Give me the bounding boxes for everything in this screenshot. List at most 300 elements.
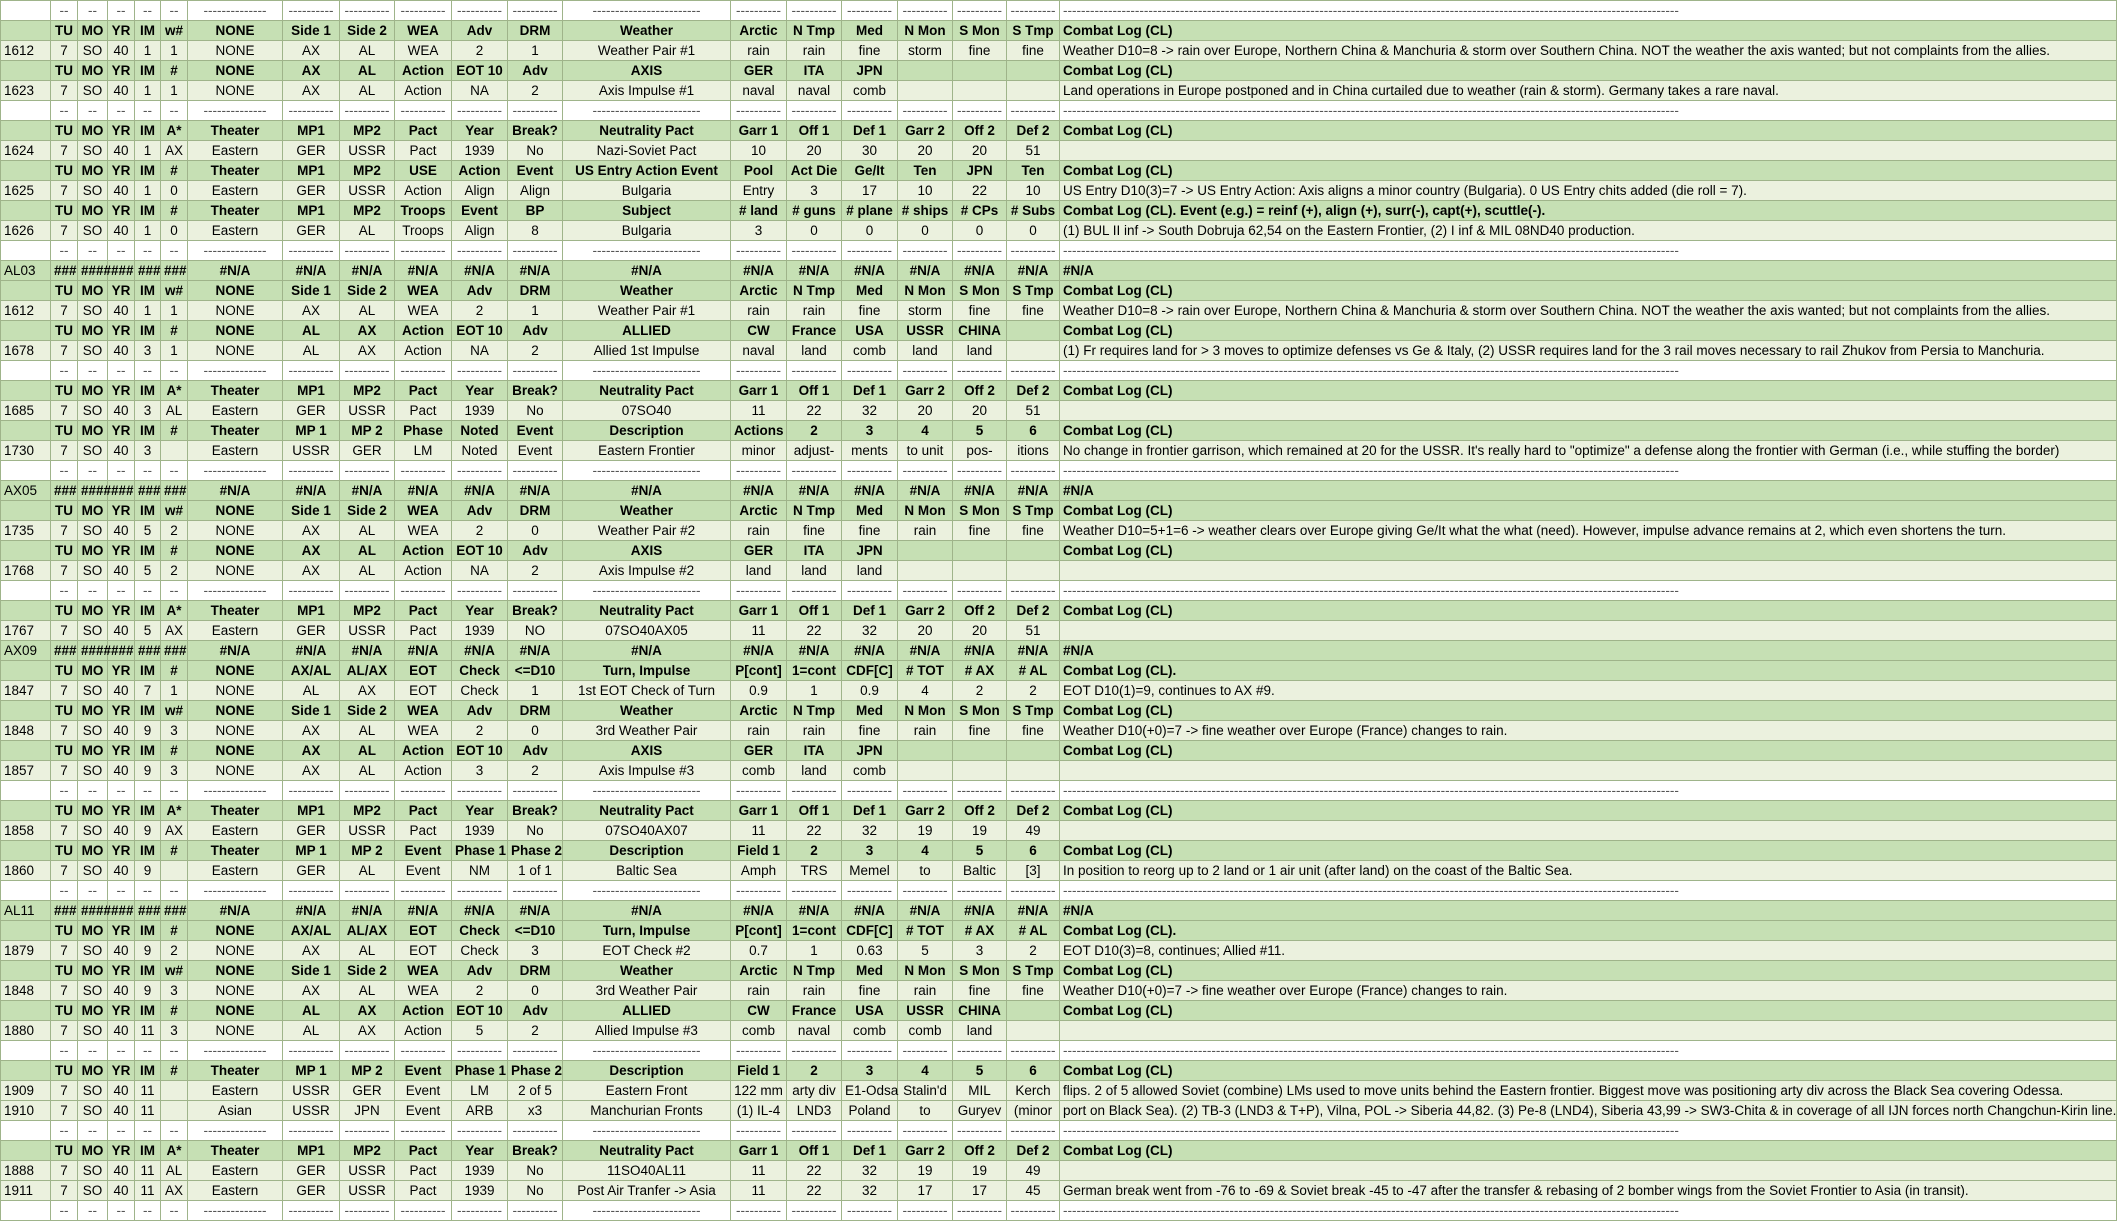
grid-cell[interactable]: 40 bbox=[108, 521, 135, 541]
grid-cell[interactable]: minor bbox=[731, 441, 787, 461]
grid-cell[interactable]: 11 bbox=[731, 401, 787, 421]
grid-cell[interactable]: ---------- bbox=[452, 101, 508, 121]
row-label-cell[interactable] bbox=[1, 121, 51, 141]
grid-cell[interactable]: to unit bbox=[898, 441, 953, 461]
grid-cell[interactable]: ### bbox=[161, 901, 188, 921]
grid-cell[interactable]: AL bbox=[340, 981, 395, 1001]
grid-cell[interactable]: NA bbox=[452, 341, 508, 361]
grid-cell[interactable]: -- bbox=[78, 101, 108, 121]
grid-cell[interactable]: No bbox=[508, 141, 563, 161]
grid-cell[interactable]: -- bbox=[135, 1201, 161, 1221]
combat-log-cell[interactable]: #N/A bbox=[1060, 481, 2117, 501]
grid-cell[interactable]: ------------------------ bbox=[563, 1201, 731, 1221]
grid-cell[interactable]: 2 bbox=[508, 1021, 563, 1041]
grid-cell[interactable]: MO bbox=[78, 1141, 108, 1161]
grid-cell[interactable]: WEA bbox=[395, 981, 452, 1001]
grid-cell[interactable]: ### bbox=[108, 481, 135, 501]
grid-cell[interactable]: Pact bbox=[395, 1141, 452, 1161]
grid-cell[interactable]: Theater bbox=[188, 161, 283, 181]
grid-cell[interactable]: 5 bbox=[135, 521, 161, 541]
grid-cell[interactable]: ---------- bbox=[508, 101, 563, 121]
grid-cell[interactable]: S Tmp bbox=[1007, 21, 1060, 41]
grid-cell[interactable]: YR bbox=[108, 1061, 135, 1081]
grid-cell[interactable]: Arctic bbox=[731, 501, 787, 521]
grid-cell[interactable]: YR bbox=[108, 661, 135, 681]
grid-cell[interactable]: YR bbox=[108, 1141, 135, 1161]
grid-cell[interactable]: ---------- bbox=[508, 1201, 563, 1221]
grid-cell[interactable]: #N/A bbox=[731, 901, 787, 921]
grid-cell[interactable]: ---------- bbox=[953, 881, 1007, 901]
grid-cell[interactable] bbox=[898, 541, 953, 561]
grid-cell[interactable]: #N/A bbox=[787, 481, 842, 501]
grid-cell[interactable]: -- bbox=[135, 241, 161, 261]
grid-cell[interactable]: ---------- bbox=[898, 361, 953, 381]
grid-cell[interactable]: 1 bbox=[135, 301, 161, 321]
grid-cell[interactable]: ---------- bbox=[842, 1041, 898, 1061]
grid-cell[interactable]: 0 bbox=[842, 221, 898, 241]
grid-cell[interactable]: ---------- bbox=[898, 581, 953, 601]
row-label-cell[interactable] bbox=[1, 741, 51, 761]
grid-cell[interactable]: N Tmp bbox=[787, 281, 842, 301]
grid-cell[interactable]: #N/A bbox=[508, 481, 563, 501]
row-label-cell[interactable]: 1623 bbox=[1, 81, 51, 101]
grid-cell[interactable]: -- bbox=[108, 881, 135, 901]
grid-cell[interactable]: 2 bbox=[452, 41, 508, 61]
grid-cell[interactable]: MP 2 bbox=[340, 1061, 395, 1081]
row-label-cell[interactable] bbox=[1, 1061, 51, 1081]
grid-cell[interactable]: Theater bbox=[188, 201, 283, 221]
combat-log-cell[interactable]: (1) BUL II inf -> South Dobruja 62,54 on the Eastern Frontier, (2) I inf & MIL 08ND40 production. bbox=[1060, 221, 2117, 241]
grid-cell[interactable]: fine bbox=[953, 981, 1007, 1001]
row-label-cell[interactable] bbox=[1, 421, 51, 441]
grid-cell[interactable]: ---------- bbox=[898, 1201, 953, 1221]
combat-log-cell[interactable]: Weather D10(+0)=7 -> fine weather over Europe (France) changes to rain. bbox=[1060, 721, 2117, 741]
grid-cell[interactable]: AL/AX bbox=[340, 661, 395, 681]
grid-cell[interactable]: 40 bbox=[108, 1101, 135, 1121]
grid-cell[interactable]: # bbox=[161, 541, 188, 561]
grid-cell[interactable]: 11 bbox=[135, 1161, 161, 1181]
grid-cell[interactable]: 51 bbox=[1007, 401, 1060, 421]
grid-cell[interactable]: 40 bbox=[108, 1081, 135, 1101]
grid-cell[interactable]: 40 bbox=[108, 1021, 135, 1041]
grid-cell[interactable]: #N/A bbox=[563, 261, 731, 281]
grid-cell[interactable]: 45 bbox=[1007, 1181, 1060, 1201]
grid-cell[interactable]: 2 bbox=[452, 981, 508, 1001]
grid-cell[interactable]: Side 2 bbox=[340, 21, 395, 41]
grid-cell[interactable]: #### bbox=[78, 481, 108, 501]
grid-cell[interactable]: -- bbox=[108, 461, 135, 481]
grid-cell[interactable]: ---------- bbox=[395, 581, 452, 601]
grid-cell[interactable]: Field 1 bbox=[731, 841, 787, 861]
grid-cell[interactable]: #N/A bbox=[898, 641, 953, 661]
grid-cell[interactable]: 1939 bbox=[452, 821, 508, 841]
grid-cell[interactable]: 1 bbox=[787, 681, 842, 701]
grid-cell[interactable]: #N/A bbox=[188, 261, 283, 281]
grid-cell[interactable]: DRM bbox=[508, 281, 563, 301]
grid-cell[interactable]: 7 bbox=[51, 621, 78, 641]
grid-cell[interactable]: -- bbox=[78, 1201, 108, 1221]
grid-cell[interactable]: EOT 10 bbox=[452, 321, 508, 341]
grid-cell[interactable]: 1 bbox=[161, 301, 188, 321]
grid-cell[interactable]: 6 bbox=[1007, 1061, 1060, 1081]
grid-cell[interactable]: # bbox=[161, 321, 188, 341]
grid-cell[interactable]: 32 bbox=[842, 1181, 898, 1201]
grid-cell[interactable]: 19 bbox=[953, 1161, 1007, 1181]
grid-cell[interactable]: Off 1 bbox=[787, 601, 842, 621]
grid-cell[interactable]: land bbox=[731, 561, 787, 581]
grid-cell[interactable]: 19 bbox=[898, 821, 953, 841]
grid-cell[interactable]: MO bbox=[78, 741, 108, 761]
grid-cell[interactable]: -- bbox=[108, 361, 135, 381]
grid-cell[interactable]: No bbox=[508, 1161, 563, 1181]
grid-cell[interactable]: Pact bbox=[395, 1181, 452, 1201]
grid-cell[interactable]: Break? bbox=[508, 1141, 563, 1161]
grid-cell[interactable]: 4 bbox=[898, 841, 953, 861]
grid-cell[interactable]: ---------- bbox=[508, 581, 563, 601]
grid-cell[interactable]: #### bbox=[78, 261, 108, 281]
grid-cell[interactable]: IM bbox=[135, 321, 161, 341]
grid-cell[interactable]: # AL bbox=[1007, 921, 1060, 941]
row-label-cell[interactable]: 1860 bbox=[1, 861, 51, 881]
grid-cell[interactable]: ### bbox=[161, 641, 188, 661]
grid-cell[interactable]: to bbox=[898, 861, 953, 881]
grid-cell[interactable]: YR bbox=[108, 841, 135, 861]
grid-cell[interactable]: 1 bbox=[135, 141, 161, 161]
grid-cell[interactable]: MO bbox=[78, 601, 108, 621]
combat-log-cell[interactable]: (1) Fr requires land for > 3 moves to optimize defenses vs Ge & Italy, (2) USSR requires land for the 3 rail moves necessary to rail Zhukov from Persia to Manchuria. bbox=[1060, 341, 2117, 361]
grid-cell[interactable]: TU bbox=[51, 801, 78, 821]
grid-cell[interactable]: 3 bbox=[161, 981, 188, 1001]
grid-cell[interactable]: ---------- bbox=[731, 101, 787, 121]
grid-cell[interactable]: USSR bbox=[283, 1081, 340, 1101]
grid-cell[interactable]: NONE bbox=[188, 681, 283, 701]
grid-cell[interactable]: ---------- bbox=[842, 461, 898, 481]
row-label-cell[interactable]: 1612 bbox=[1, 301, 51, 321]
grid-cell[interactable]: ### bbox=[51, 481, 78, 501]
grid-cell[interactable]: ---------- bbox=[340, 461, 395, 481]
grid-cell[interactable]: MO bbox=[78, 541, 108, 561]
grid-cell[interactable]: Action bbox=[395, 741, 452, 761]
grid-cell[interactable]: ---------- bbox=[1007, 101, 1060, 121]
grid-cell[interactable]: AX bbox=[161, 821, 188, 841]
grid-cell[interactable]: 2 bbox=[452, 301, 508, 321]
grid-cell[interactable]: USSR bbox=[340, 181, 395, 201]
grid-cell[interactable]: ---------- bbox=[508, 1121, 563, 1141]
grid-cell[interactable]: Def 2 bbox=[1007, 121, 1060, 141]
combat-log-cell[interactable]: Combat Log (CL) bbox=[1060, 421, 2117, 441]
grid-cell[interactable]: w# bbox=[161, 501, 188, 521]
combat-log-cell[interactable]: ----------------------------------------------------------------------------------------------------------------------------------------- bbox=[1060, 1121, 2117, 1141]
grid-cell[interactable]: USSR bbox=[340, 401, 395, 421]
grid-cell[interactable]: 11 bbox=[731, 621, 787, 641]
grid-cell[interactable]: ---------- bbox=[842, 361, 898, 381]
combat-log-cell[interactable] bbox=[1060, 761, 2117, 781]
grid-cell[interactable]: Side 2 bbox=[340, 701, 395, 721]
grid-cell[interactable]: ---------- bbox=[395, 461, 452, 481]
grid-cell[interactable]: Turn, Impulse bbox=[563, 661, 731, 681]
grid-cell[interactable]: Garr 1 bbox=[731, 121, 787, 141]
combat-log-cell[interactable] bbox=[1060, 561, 2117, 581]
grid-cell[interactable]: 5 bbox=[898, 941, 953, 961]
grid-cell[interactable]: Troops bbox=[395, 201, 452, 221]
grid-cell[interactable]: #N/A bbox=[395, 901, 452, 921]
grid-cell[interactable]: fine bbox=[1007, 721, 1060, 741]
grid-cell[interactable] bbox=[898, 61, 953, 81]
grid-cell[interactable]: CW bbox=[731, 1001, 787, 1021]
grid-cell[interactable]: 7 bbox=[51, 981, 78, 1001]
grid-cell[interactable]: Garr 2 bbox=[898, 801, 953, 821]
grid-cell[interactable]: ---------- bbox=[1007, 1121, 1060, 1141]
grid-cell[interactable]: AL bbox=[283, 1021, 340, 1041]
grid-cell[interactable]: AL bbox=[340, 561, 395, 581]
grid-cell[interactable]: S Tmp bbox=[1007, 281, 1060, 301]
grid-cell[interactable]: 40 bbox=[108, 41, 135, 61]
grid-cell[interactable]: ---------- bbox=[508, 781, 563, 801]
grid-cell[interactable]: ---------- bbox=[731, 361, 787, 381]
grid-cell[interactable]: 1 bbox=[161, 681, 188, 701]
grid-cell[interactable]: NONE bbox=[188, 321, 283, 341]
grid-cell[interactable]: USSR bbox=[898, 321, 953, 341]
grid-cell[interactable]: -- bbox=[51, 1041, 78, 1061]
grid-cell[interactable]: IM bbox=[135, 61, 161, 81]
grid-cell[interactable]: rain bbox=[731, 981, 787, 1001]
grid-cell[interactable]: USE bbox=[395, 161, 452, 181]
grid-cell[interactable]: WEA bbox=[395, 21, 452, 41]
grid-cell[interactable]: Manchurian Fronts bbox=[563, 1101, 731, 1121]
grid-cell[interactable]: Side 1 bbox=[283, 21, 340, 41]
grid-cell[interactable]: 4 bbox=[898, 421, 953, 441]
grid-cell[interactable]: x3 bbox=[508, 1101, 563, 1121]
grid-cell[interactable]: #N/A bbox=[452, 481, 508, 501]
grid-cell[interactable]: -- bbox=[78, 461, 108, 481]
grid-cell[interactable]: ---------- bbox=[283, 1121, 340, 1141]
grid-cell[interactable]: ---------- bbox=[283, 361, 340, 381]
grid-cell[interactable]: USSR bbox=[340, 621, 395, 641]
grid-cell[interactable]: Eastern bbox=[188, 221, 283, 241]
grid-cell[interactable]: NONE bbox=[188, 1021, 283, 1041]
grid-cell[interactable]: Adv bbox=[508, 741, 563, 761]
grid-cell[interactable] bbox=[953, 541, 1007, 561]
grid-cell[interactable]: -- bbox=[78, 881, 108, 901]
grid-cell[interactable]: #N/A bbox=[563, 901, 731, 921]
combat-log-cell[interactable]: Land operations in Europe postponed and in China curtailed due to weather (rain & storm). Germany takes a rare naval. bbox=[1060, 81, 2117, 101]
grid-cell[interactable]: -- bbox=[108, 1041, 135, 1061]
grid-cell[interactable]: AL bbox=[283, 321, 340, 341]
grid-cell[interactable]: ------------------------ bbox=[563, 461, 731, 481]
grid-cell[interactable]: TU bbox=[51, 1001, 78, 1021]
grid-cell[interactable]: 1 bbox=[135, 221, 161, 241]
grid-cell[interactable]: 0.9 bbox=[842, 681, 898, 701]
grid-cell[interactable]: Axis Impulse #3 bbox=[563, 761, 731, 781]
grid-cell[interactable]: Year bbox=[452, 381, 508, 401]
grid-cell[interactable]: AX bbox=[161, 621, 188, 641]
grid-cell[interactable]: EOT Check #2 bbox=[563, 941, 731, 961]
row-label-cell[interactable] bbox=[1, 101, 51, 121]
grid-cell[interactable]: MO bbox=[78, 21, 108, 41]
grid-cell[interactable]: naval bbox=[731, 341, 787, 361]
grid-cell[interactable]: 0 bbox=[508, 521, 563, 541]
grid-cell[interactable]: SO bbox=[78, 401, 108, 421]
grid-cell[interactable]: No bbox=[508, 1181, 563, 1201]
grid-cell[interactable]: # TOT bbox=[898, 921, 953, 941]
grid-cell[interactable]: JPN bbox=[953, 161, 1007, 181]
grid-cell[interactable]: MP2 bbox=[340, 121, 395, 141]
grid-cell[interactable]: 17 bbox=[842, 181, 898, 201]
grid-cell[interactable]: -- bbox=[108, 1201, 135, 1221]
grid-cell[interactable]: TU bbox=[51, 381, 78, 401]
grid-cell[interactable]: Event bbox=[508, 421, 563, 441]
row-label-cell[interactable]: 1857 bbox=[1, 761, 51, 781]
grid-cell[interactable]: Med bbox=[842, 501, 898, 521]
grid-cell[interactable]: Memel bbox=[842, 861, 898, 881]
grid-cell[interactable]: 1=cont bbox=[787, 921, 842, 941]
grid-cell[interactable]: Weather Pair #1 bbox=[563, 301, 731, 321]
grid-cell[interactable]: AL bbox=[340, 861, 395, 881]
grid-cell[interactable]: MO bbox=[78, 421, 108, 441]
grid-cell[interactable]: #N/A bbox=[842, 261, 898, 281]
grid-cell[interactable]: # bbox=[161, 161, 188, 181]
grid-cell[interactable]: 11 bbox=[731, 821, 787, 841]
grid-cell[interactable]: Eastern bbox=[188, 401, 283, 421]
grid-cell[interactable]: 7 bbox=[51, 761, 78, 781]
grid-cell[interactable]: land bbox=[898, 341, 953, 361]
grid-cell[interactable]: # CPs bbox=[953, 201, 1007, 221]
grid-cell[interactable]: ---------- bbox=[842, 241, 898, 261]
grid-cell[interactable]: #N/A bbox=[898, 901, 953, 921]
combat-log-cell[interactable]: Combat Log (CL) bbox=[1060, 1001, 2117, 1021]
grid-cell[interactable]: (minor bbox=[1007, 1101, 1060, 1121]
grid-cell[interactable]: 7 bbox=[51, 81, 78, 101]
grid-cell[interactable]: Off 2 bbox=[953, 121, 1007, 141]
grid-cell[interactable]: ---------- bbox=[340, 781, 395, 801]
grid-cell[interactable]: ---------- bbox=[452, 781, 508, 801]
combat-log-cell[interactable]: Combat Log (CL) bbox=[1060, 961, 2117, 981]
grid-cell[interactable]: MO bbox=[78, 961, 108, 981]
grid-cell[interactable]: 2 bbox=[1007, 941, 1060, 961]
grid-cell[interactable]: ---------- bbox=[731, 1121, 787, 1141]
grid-cell[interactable]: #N/A bbox=[953, 481, 1007, 501]
grid-cell[interactable]: YR bbox=[108, 121, 135, 141]
grid-cell[interactable]: ---------- bbox=[508, 1041, 563, 1061]
grid-cell[interactable]: Description bbox=[563, 421, 731, 441]
grid-cell[interactable]: AL bbox=[161, 1161, 188, 1181]
grid-cell[interactable]: # land bbox=[731, 201, 787, 221]
grid-cell[interactable]: #N/A bbox=[731, 261, 787, 281]
grid-cell[interactable]: 20 bbox=[953, 141, 1007, 161]
grid-cell[interactable]: ---------- bbox=[395, 1, 452, 21]
grid-cell[interactable]: Align bbox=[452, 221, 508, 241]
grid-cell[interactable]: #### bbox=[78, 641, 108, 661]
grid-cell[interactable]: ---------- bbox=[731, 781, 787, 801]
grid-cell[interactable]: AL bbox=[340, 301, 395, 321]
grid-cell[interactable]: #N/A bbox=[787, 261, 842, 281]
grid-cell[interactable]: Weather bbox=[563, 281, 731, 301]
grid-cell[interactable]: -------------- bbox=[188, 1041, 283, 1061]
grid-cell[interactable]: Year bbox=[452, 1141, 508, 1161]
grid-cell[interactable]: # TOT bbox=[898, 661, 953, 681]
grid-cell[interactable]: IM bbox=[135, 1001, 161, 1021]
grid-cell[interactable]: Align bbox=[452, 181, 508, 201]
row-label-cell[interactable] bbox=[1, 661, 51, 681]
grid-cell[interactable] bbox=[1007, 741, 1060, 761]
grid-cell[interactable]: ---------- bbox=[452, 581, 508, 601]
grid-cell[interactable]: JPN bbox=[842, 741, 898, 761]
grid-cell[interactable]: GER bbox=[340, 1081, 395, 1101]
grid-cell[interactable]: MP2 bbox=[340, 601, 395, 621]
grid-cell[interactable]: IM bbox=[135, 1061, 161, 1081]
grid-cell[interactable]: 7 bbox=[51, 301, 78, 321]
grid-cell[interactable]: 40 bbox=[108, 941, 135, 961]
grid-cell[interactable]: N Tmp bbox=[787, 701, 842, 721]
grid-cell[interactable]: TU bbox=[51, 161, 78, 181]
row-label-cell[interactable] bbox=[1, 281, 51, 301]
grid-cell[interactable] bbox=[953, 561, 1007, 581]
grid-cell[interactable]: 40 bbox=[108, 981, 135, 1001]
grid-cell[interactable]: TU bbox=[51, 501, 78, 521]
grid-cell[interactable]: -------------- bbox=[188, 581, 283, 601]
grid-cell[interactable]: Eastern bbox=[188, 861, 283, 881]
grid-cell[interactable]: #N/A bbox=[188, 641, 283, 661]
combat-log-cell[interactable]: ----------------------------------------------------------------------------------------------------------------------------------------- bbox=[1060, 581, 2117, 601]
grid-cell[interactable]: fine bbox=[1007, 301, 1060, 321]
grid-cell[interactable]: #N/A bbox=[188, 901, 283, 921]
grid-cell[interactable]: #N/A bbox=[395, 481, 452, 501]
grid-cell[interactable]: Troops bbox=[395, 221, 452, 241]
grid-cell[interactable]: Def 1 bbox=[842, 121, 898, 141]
grid-cell[interactable]: ### bbox=[51, 901, 78, 921]
grid-cell[interactable]: ---------- bbox=[842, 581, 898, 601]
row-label-cell[interactable]: 1909 bbox=[1, 1081, 51, 1101]
grid-cell[interactable]: NONE bbox=[188, 341, 283, 361]
grid-cell[interactable]: 3 bbox=[953, 941, 1007, 961]
grid-cell[interactable]: Action bbox=[452, 161, 508, 181]
grid-cell[interactable]: Med bbox=[842, 701, 898, 721]
grid-cell[interactable]: 2 bbox=[787, 421, 842, 441]
grid-cell[interactable]: DRM bbox=[508, 701, 563, 721]
grid-cell[interactable]: GER bbox=[283, 181, 340, 201]
row-label-cell[interactable] bbox=[1, 781, 51, 801]
grid-cell[interactable]: storm bbox=[898, 301, 953, 321]
combat-log-cell[interactable]: Combat Log (CL) bbox=[1060, 741, 2117, 761]
grid-cell[interactable]: 9 bbox=[135, 981, 161, 1001]
grid-cell[interactable]: Entry bbox=[731, 181, 787, 201]
grid-cell[interactable]: comb bbox=[898, 1021, 953, 1041]
grid-cell[interactable]: MO bbox=[78, 381, 108, 401]
grid-cell[interactable]: ---------- bbox=[1007, 361, 1060, 381]
grid-cell[interactable]: AX/AL bbox=[283, 921, 340, 941]
grid-cell[interactable]: Weather Pair #2 bbox=[563, 521, 731, 541]
grid-cell[interactable]: AX bbox=[283, 561, 340, 581]
grid-cell[interactable]: NONE bbox=[188, 41, 283, 61]
grid-cell[interactable]: Noted bbox=[452, 441, 508, 461]
row-label-cell[interactable]: AL03 bbox=[1, 261, 51, 281]
grid-cell[interactable]: YR bbox=[108, 501, 135, 521]
combat-log-cell[interactable]: Weather D10=5+1=6 -> weather clears over Europe giving Ge/It what the what (need). However, impulse advance remains at 2, which even shortens the turn. bbox=[1060, 521, 2117, 541]
grid-cell[interactable]: Bulgaria bbox=[563, 181, 731, 201]
grid-cell[interactable]: TU bbox=[51, 841, 78, 861]
grid-cell[interactable]: Weather bbox=[563, 961, 731, 981]
grid-cell[interactable]: 3 bbox=[842, 1061, 898, 1081]
grid-cell[interactable]: TU bbox=[51, 921, 78, 941]
grid-cell[interactable]: IM bbox=[135, 801, 161, 821]
grid-cell[interactable]: Action bbox=[395, 561, 452, 581]
grid-cell[interactable]: -- bbox=[161, 581, 188, 601]
grid-cell[interactable]: Year bbox=[452, 121, 508, 141]
grid-cell[interactable]: AX bbox=[283, 81, 340, 101]
grid-cell[interactable]: Event bbox=[395, 861, 452, 881]
grid-cell[interactable]: 51 bbox=[1007, 621, 1060, 641]
grid-cell[interactable]: ---------- bbox=[731, 1, 787, 21]
